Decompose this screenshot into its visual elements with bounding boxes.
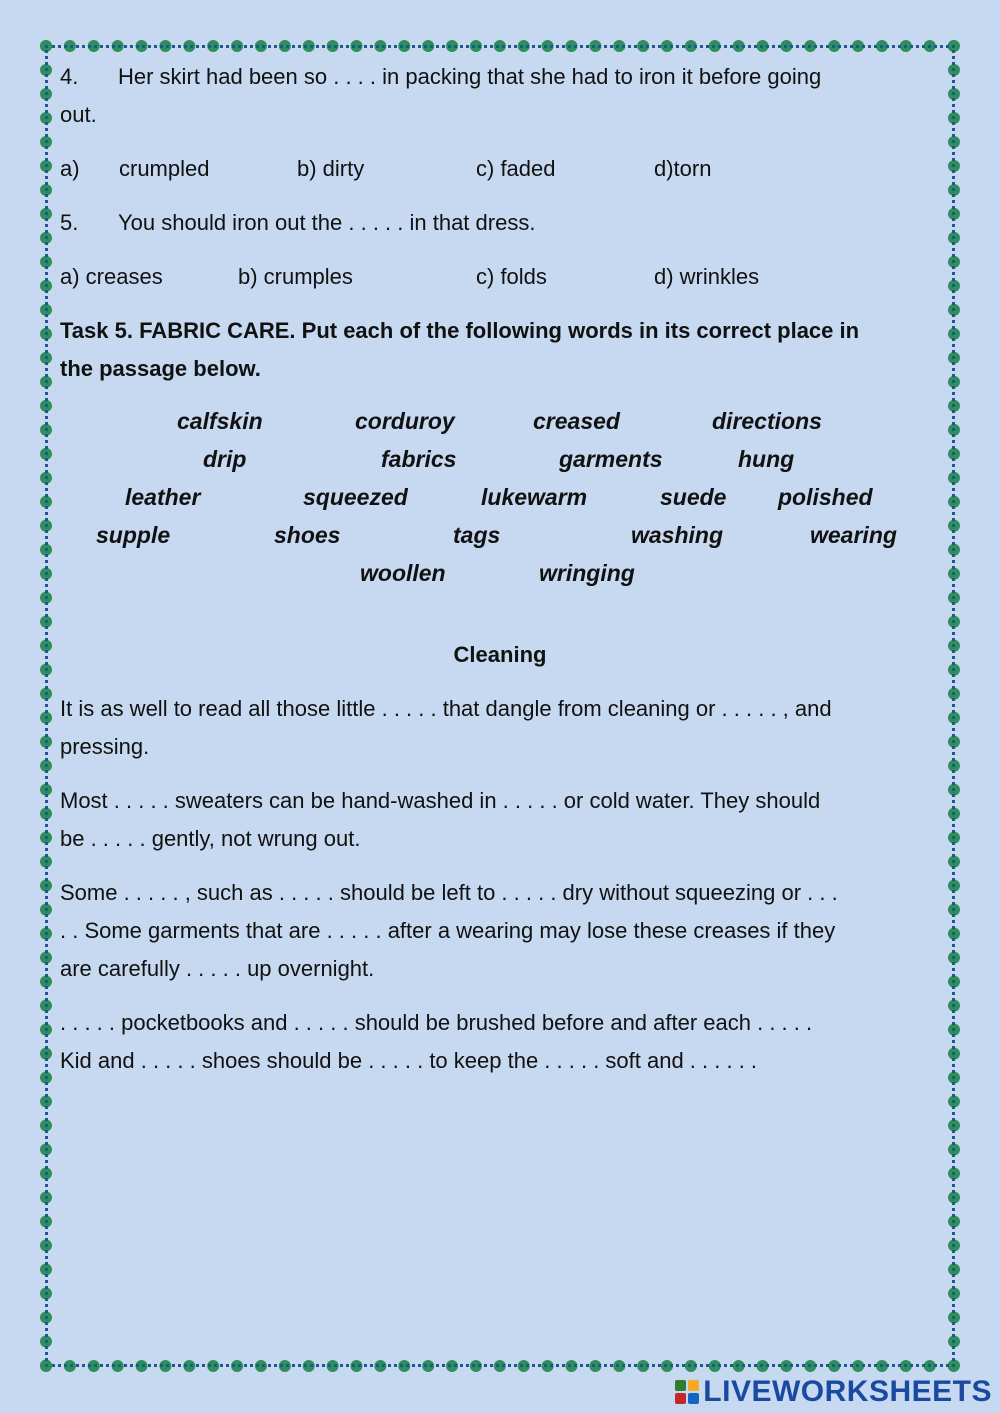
logo-square xyxy=(688,1393,699,1404)
word-bank-item: directions xyxy=(712,408,822,434)
word-bank-item: leather xyxy=(125,484,201,510)
option-d: d)torn xyxy=(654,156,712,181)
question-5-options xyxy=(60,258,940,296)
option-d: d) wrinkles xyxy=(654,264,760,289)
passage-paragraph-1 xyxy=(60,690,940,766)
word-bank-item: supple xyxy=(96,522,171,548)
logo-icon xyxy=(675,1380,699,1404)
word-bank-item: corduroy xyxy=(355,408,455,434)
word-bank-item: calfskin xyxy=(177,408,263,434)
word-bank-item: tags xyxy=(453,522,501,548)
passage-title: Cleaning xyxy=(453,642,547,667)
passage-paragraph-2 xyxy=(60,782,940,858)
word-bank-item: creased xyxy=(533,408,620,434)
passage-paragraph-3 xyxy=(60,874,940,988)
word-bank-item: woollen xyxy=(360,560,446,586)
passage-paragraph-4 xyxy=(60,1004,940,1080)
question-text: Her skirt had been so . . . . in packing that she had to iron it before going xyxy=(118,64,822,89)
word-bank-item: drip xyxy=(203,446,247,472)
question-text: You should iron out the . . . . . in that dress. xyxy=(118,210,536,235)
question-number: 4. xyxy=(60,64,79,89)
option-b: b) crumples xyxy=(238,264,353,289)
word-bank-item: fabrics xyxy=(381,446,457,472)
question-number: 5. xyxy=(60,210,79,235)
passage-line: be . . . . . gently, not wrung out. xyxy=(60,826,361,851)
question-4-options xyxy=(60,150,940,188)
question-text-continuation: out. xyxy=(60,102,97,127)
passage-line: . . . . . pocketbooks and . . . . . should be brushed before and after each . . . . . xyxy=(60,1010,813,1035)
passage-line: It is as well to read all those little . . . . . that dangle from cleaning or . . . . . , and xyxy=(60,696,832,721)
task-instruction xyxy=(60,312,940,388)
word-bank-item: shoes xyxy=(274,522,341,548)
passage-line: Some . . . . . , such as . . . . . should be left to . . . . . dry without squeezing or . . . xyxy=(60,880,838,905)
question-5 xyxy=(60,204,940,242)
logo-square xyxy=(675,1380,686,1391)
word-bank-item: washing xyxy=(631,522,724,548)
logo-square xyxy=(675,1393,686,1404)
option-c: c) faded xyxy=(476,156,556,181)
passage-line: . . Some garments that are . . . . . after a wearing may lose these creases if they xyxy=(60,918,836,943)
logo-text: LIVEWORKSHEETS xyxy=(703,1375,992,1408)
word-bank-item: wearing xyxy=(810,522,897,548)
option-a: a) creases xyxy=(60,264,163,289)
option-b: b) dirty xyxy=(297,156,365,181)
passage-line: Most . . . . . sweaters can be hand-washed in . . . . . or cold water. They should xyxy=(60,788,821,813)
option-c: c) folds xyxy=(476,264,547,289)
question-4 xyxy=(60,58,940,96)
option-a-label: a) xyxy=(60,156,80,181)
word-bank xyxy=(60,402,940,612)
word-bank-item: suede xyxy=(660,484,727,510)
word-bank-item: squeezed xyxy=(303,484,408,510)
task-line-2: the passage below. xyxy=(60,356,261,381)
option-a: crumpled xyxy=(119,156,210,181)
task-line-1: Task 5. FABRIC CARE. Put each of the following words in its correct place in xyxy=(60,318,860,343)
word-bank-item: polished xyxy=(778,484,873,510)
passage-line: Kid and . . . . . shoes should be . . . . . to keep the . . . . . soft and . . . . . . xyxy=(60,1048,758,1073)
logo-square xyxy=(688,1380,699,1391)
word-bank-item: garments xyxy=(559,446,663,472)
word-bank-item: lukewarm xyxy=(481,484,588,510)
worksheet-content xyxy=(60,58,940,1096)
word-bank-item: wringing xyxy=(539,560,635,586)
passage-line: pressing. xyxy=(60,734,150,759)
passage-line: are carefully . . . . . up overnight. xyxy=(60,956,375,981)
word-bank-item: hung xyxy=(738,446,795,472)
liveworksheets-logo xyxy=(675,1375,992,1409)
